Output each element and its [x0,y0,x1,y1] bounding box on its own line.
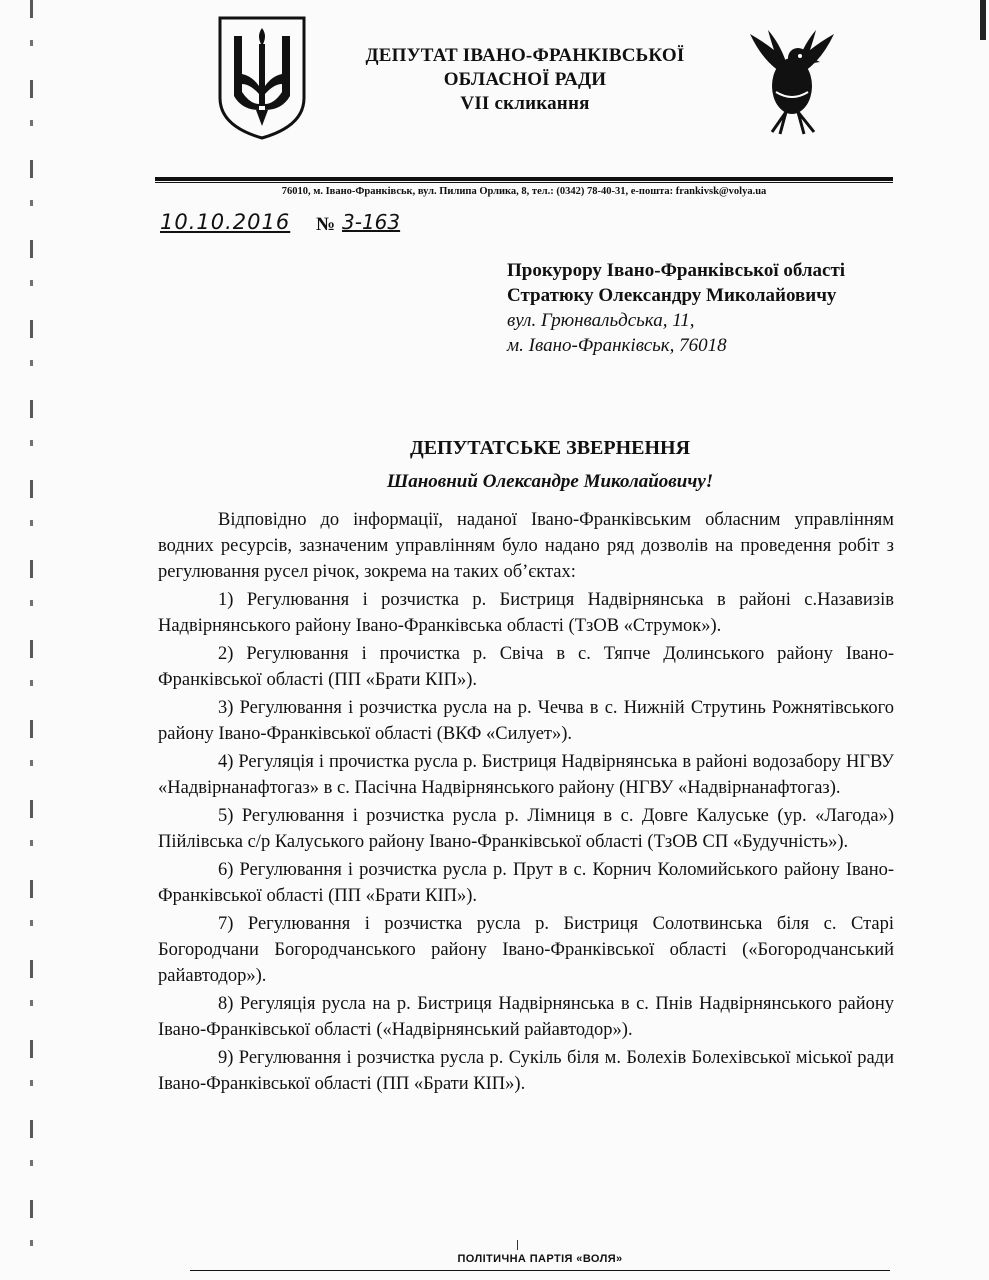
addressee-position: Прокурору Івано-Франківської області [507,260,846,281]
list-item: 3) Регулювання і розчистка русла на р. Чечва в с. Нижній Струтинь Рожнятівського району Івано-Франківської області (ВКФ «Силует»). [158,698,894,744]
header-title-line1: ДЕПУТАТ ІВАНО-ФРАНКІВСЬКОЇ [365,45,685,66]
addressee-street: вул. Грюнвальдська, 11, [507,310,695,331]
document-title: ДЕПУТАТСЬКЕ ЗВЕРНЕННЯ [409,437,691,459]
list-item: 8) Регуляція русла на р. Бистриця Надвірнянська в с. Пнів Надвірнянського району Івано-Франківської області («Надвірнянський райавтодор»). [158,994,894,1040]
list-item: 7) Регулювання і розчистка русла р. Бистриця Солотвинська біля с. Старі Богородчани Богородчанського району Івано-Франківської області («Богородчанський райавтодор»). [158,914,894,986]
header-title-line3: VII скликання [460,93,590,114]
trident-coat-of-arms-icon [216,14,308,142]
list-item: 1) Регулювання і розчистка р. Бистриця Надвірнянська в районі с.Назавизів Надвірнянського району Івано-Франківська області (ТзОВ «Струмок»). [158,590,894,636]
outgoing-reference [160,210,490,240]
footer-divider [190,1270,890,1271]
scan-edge-right [980,0,986,40]
footer-tick-mark [517,1240,518,1250]
intro-paragraph: Відповідно до інформації, наданої Івано-Франківським обласним управлінням водних ресурсів, зазначеним управлінням було надано ряд дозволів на проведення робіт з регулювання русел річок, зокрема на таких об’єктах: [158,510,894,582]
salutation: Шановний Олександре Миколайовичу! [386,471,714,492]
list-item: 6) Регулювання і розчистка русла р. Прут в с. Корнич Коломийського району Івано-Франківської області (ПП «Брати КІП»). [158,860,894,906]
reference-number: 3-163 [342,210,401,234]
list-item: 4) Регуляція і прочистка русла р. Бистриця Надвірнянська в районі водозабору НГВУ «Надвірнанафтогаз» в с. Пасічна Надвірнянського району (НГВУ «Надвірнанафтогаз). [158,752,894,798]
header-title-line2: ОБЛАСНОЇ РАДИ [443,69,607,90]
list-item: 5) Регулювання і розчистка русла р. Лімниця в с. Довге Калуське (ур. «Лагода») Пійлівська с/р Калуського району Івано-Франківської області (ТзОВ СП «Будучність»). [158,806,894,852]
header-divider-thick [155,177,893,181]
addressee-name: Стратюку Олександру Миколайовичу [507,285,837,306]
header-divider-thin [155,182,893,183]
addressee-city: м. Івано-Франківськ, 76018 [507,335,727,356]
reference-number-label: № [316,214,336,235]
letter-body [158,507,894,1097]
footer-party-name: ПОЛІТИЧНА ПАРТІЯ «ВОЛЯ» [457,1253,623,1265]
reference-date: 10.10.2016 [160,210,291,234]
scan-edge-left [30,0,33,1280]
sender-contacts: 76010, м. Івано-Франківськ, вул. Пилипа Орлика, 8, тел.: (0342) 78-40-31, е-пошта: frankivsk@volya.ua [281,186,767,197]
sender-header [300,44,750,116]
list-item: 9) Регулювання і розчистка русла р. Сукіль біля м. Болехів Болехівської міської ради Івано-Франківської області (ПП «Брати КІП»). [158,1048,894,1094]
list-item: 2) Регулювання і прочистка р. Свіча в с. Тяпче Долинського району Івано-Франківської області (ПП «Брати КІП»). [158,644,894,690]
raven-emblem-icon [746,28,838,138]
addressee-block [507,258,907,358]
